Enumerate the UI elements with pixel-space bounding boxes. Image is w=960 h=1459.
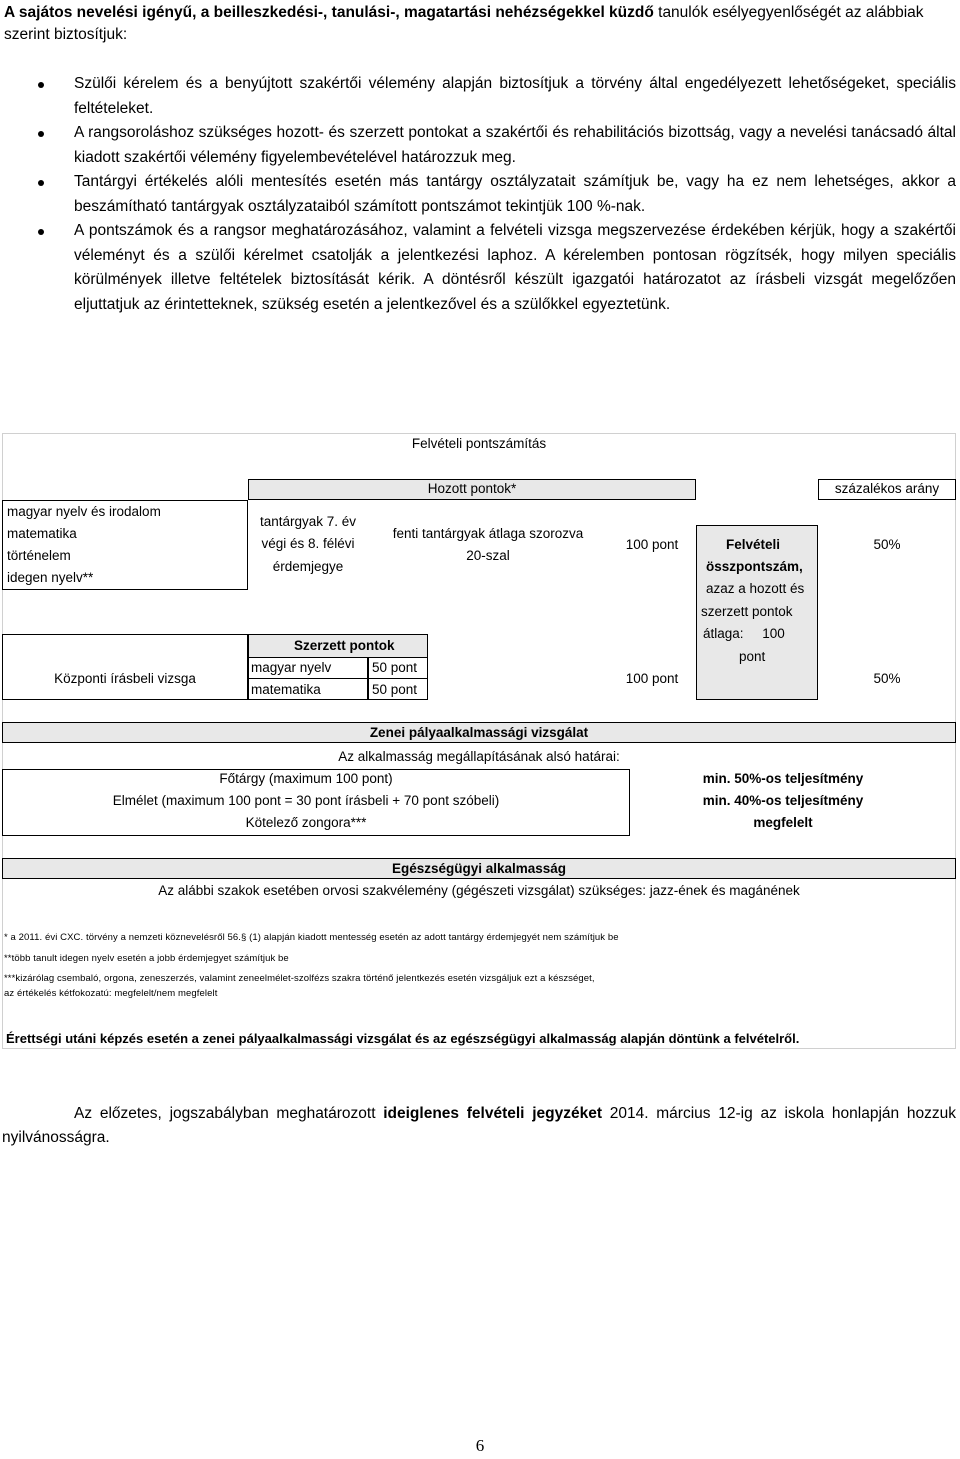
subject-item: magyar nyelv és irodalom xyxy=(7,504,161,519)
exam-label: Központi írásbeli vizsga xyxy=(54,671,196,686)
bullet-list xyxy=(0,72,956,317)
grades-basis-3: érdemjegye xyxy=(272,559,344,574)
music-threshold: min. 40%-os teljesítmény xyxy=(702,793,864,808)
exam-points: 50 pont xyxy=(372,660,418,675)
footnote: ***kizárólag csembaló, orgona, zeneszerzés, valamint zeneelmélet-szolfézs szakra történő jelentkezés esetén vizsgáljuk ezt a készséget, xyxy=(4,973,595,984)
exam-cell xyxy=(2,634,248,700)
music-subheader: Az alkalmasság megállapításának alsó határai: xyxy=(338,749,620,764)
total-line: azaz a hozott és xyxy=(706,581,805,596)
outro-paragraph: Az előzetes, jogszabályban meghatározott ideiglenes felvételi jegyzéket 2014. március 12-ig az iskola honlapján hozzuk nyilvánosságra. xyxy=(2,1105,956,1146)
intro-paragraph xyxy=(4,2,956,46)
grades-basis-1: tantárgyak 7. év xyxy=(259,514,357,529)
health-text: Az alábbi szakok esetében orvosi szakvélemény (gégészeti vizsgálat) szükséges: jazz-ének és magánének xyxy=(158,883,800,898)
average-rule-1: fenti tantárgyak átlaga szorozva xyxy=(392,526,584,541)
hozott-percent: 50% xyxy=(873,537,901,552)
footnote: **több tanult idegen nyelv esetén a jobb érdemjegyet számítjuk be xyxy=(4,953,289,964)
intro-lead: A sajátos nevelési igényű, a beilleszkedési-, tanulási-, magatartási nehézségekkel küzdő xyxy=(4,4,654,21)
bullet-icon xyxy=(38,229,44,235)
average-rule-2: 20-szal xyxy=(466,548,510,563)
list-item: A pontszámok és a rangsor meghatározásához, valamint a felvételi vizsga megszervezése érdekében kérjük, hogy a szakértői véleményt és a szülői kérelmet csatolják a jelentkezési laphoz. A kérelemben pontosan rögzítsék, hogy milyen speciális körülmények illetve feltételek biztosítását kérik. A döntésről készült igazgatói határozatot az írásbeli vizsgát megelőzően eljuttatjuk az érintetteknek, szükség esetén a jelentkezővel és a szülőkkel egyeztetünk. xyxy=(0,219,956,317)
szerzett-percent: 50% xyxy=(873,671,901,686)
music-criterion: Főtárgy (maximum 100 pont) xyxy=(219,771,393,786)
page-number: 6 xyxy=(475,1436,485,1455)
list-item: A rangsoroláshoz szükséges hozott- és szerzett pontokat a szakértői és rehabilitációs bizottság, vagy a nevelési tanácsadó által kiadott szakértői vélemény figyelembevételével határozzuk meg. xyxy=(0,121,956,170)
footnote: az értékelés kétfokozatú: megfelelt/nem megfelelt xyxy=(4,988,218,999)
subject-item: matematika xyxy=(7,526,77,541)
bullet-icon xyxy=(38,131,44,137)
subject-item: történelem xyxy=(7,548,71,563)
szerzett-points: 100 pont xyxy=(625,671,679,686)
music-threshold: megfelelt xyxy=(753,815,813,830)
intro-rest: tanulók esélyegyenlőségét az alábbiak szerint biztosítjuk: xyxy=(4,4,924,43)
hozott-header: Hozott pontok* xyxy=(427,481,517,496)
outro-bold: ideiglenes felvételi jegyzéket xyxy=(383,1105,603,1122)
list-item: Tantárgyi értékelés alóli mentesítés esetén más tantárgy osztályzatait számítjuk be, vagy ha ez nem lehetséges, akkor a beszámítható tantárgyak osztályzataiból számított pontszámot tekintjük 100 %-nak. xyxy=(0,170,956,219)
music-criterion: Kötelező zongora*** xyxy=(245,815,367,830)
szerzett-header: Szerzett pontok xyxy=(294,638,395,653)
grades-basis-2: végi és 8. félévi xyxy=(261,536,355,551)
total-line: átlaga: 100 xyxy=(703,626,785,641)
bullet-icon xyxy=(38,180,44,186)
exam-points: 50 pont xyxy=(372,682,418,697)
bullet-icon xyxy=(38,82,44,88)
table-title: Felvételi pontszámítás xyxy=(411,436,547,451)
music-threshold: min. 50%-os teljesítmény xyxy=(702,771,864,786)
exam-subject: matematika xyxy=(251,682,321,697)
health-header: Egészségügyi alkalmasság xyxy=(391,861,567,876)
percent-header: százalékos arány xyxy=(834,481,940,496)
total-line: szerzett pontok xyxy=(701,604,793,619)
music-header: Zenei pályaalkalmassági vizsgálat xyxy=(369,725,589,740)
total-line: összpontszám, xyxy=(706,559,803,574)
exam-subject: magyar nyelv xyxy=(251,660,332,675)
final-note: Érettségi utáni képzés esetén a zenei pályaalkalmassági vizsgálat és az egészségügyi alkalmasság alapján döntünk a felvételről. xyxy=(6,1031,800,1046)
list-item: Szülői kérelem és a benyújtott szakértői vélemény alapján biztosítjuk a törvény által engedélyezett lehetőségeket, speciális feltételeket. xyxy=(0,72,956,121)
subject-item: idegen nyelv** xyxy=(7,570,94,585)
total-line: Felvételi xyxy=(726,537,781,552)
footnote: * a 2011. évi CXC. törvény a nemzeti köznevelésről 56.§ (1) alapján kiadott mentesség esetén az adott tantárgy érdemjegyét nem számítjuk be xyxy=(4,932,619,943)
hozott-points: 100 pont xyxy=(625,537,679,552)
music-criterion: Elmélet (maximum 100 pont = 30 pont írásbeli + 70 pont szóbeli) xyxy=(112,793,500,808)
total-line: pont xyxy=(739,649,766,664)
